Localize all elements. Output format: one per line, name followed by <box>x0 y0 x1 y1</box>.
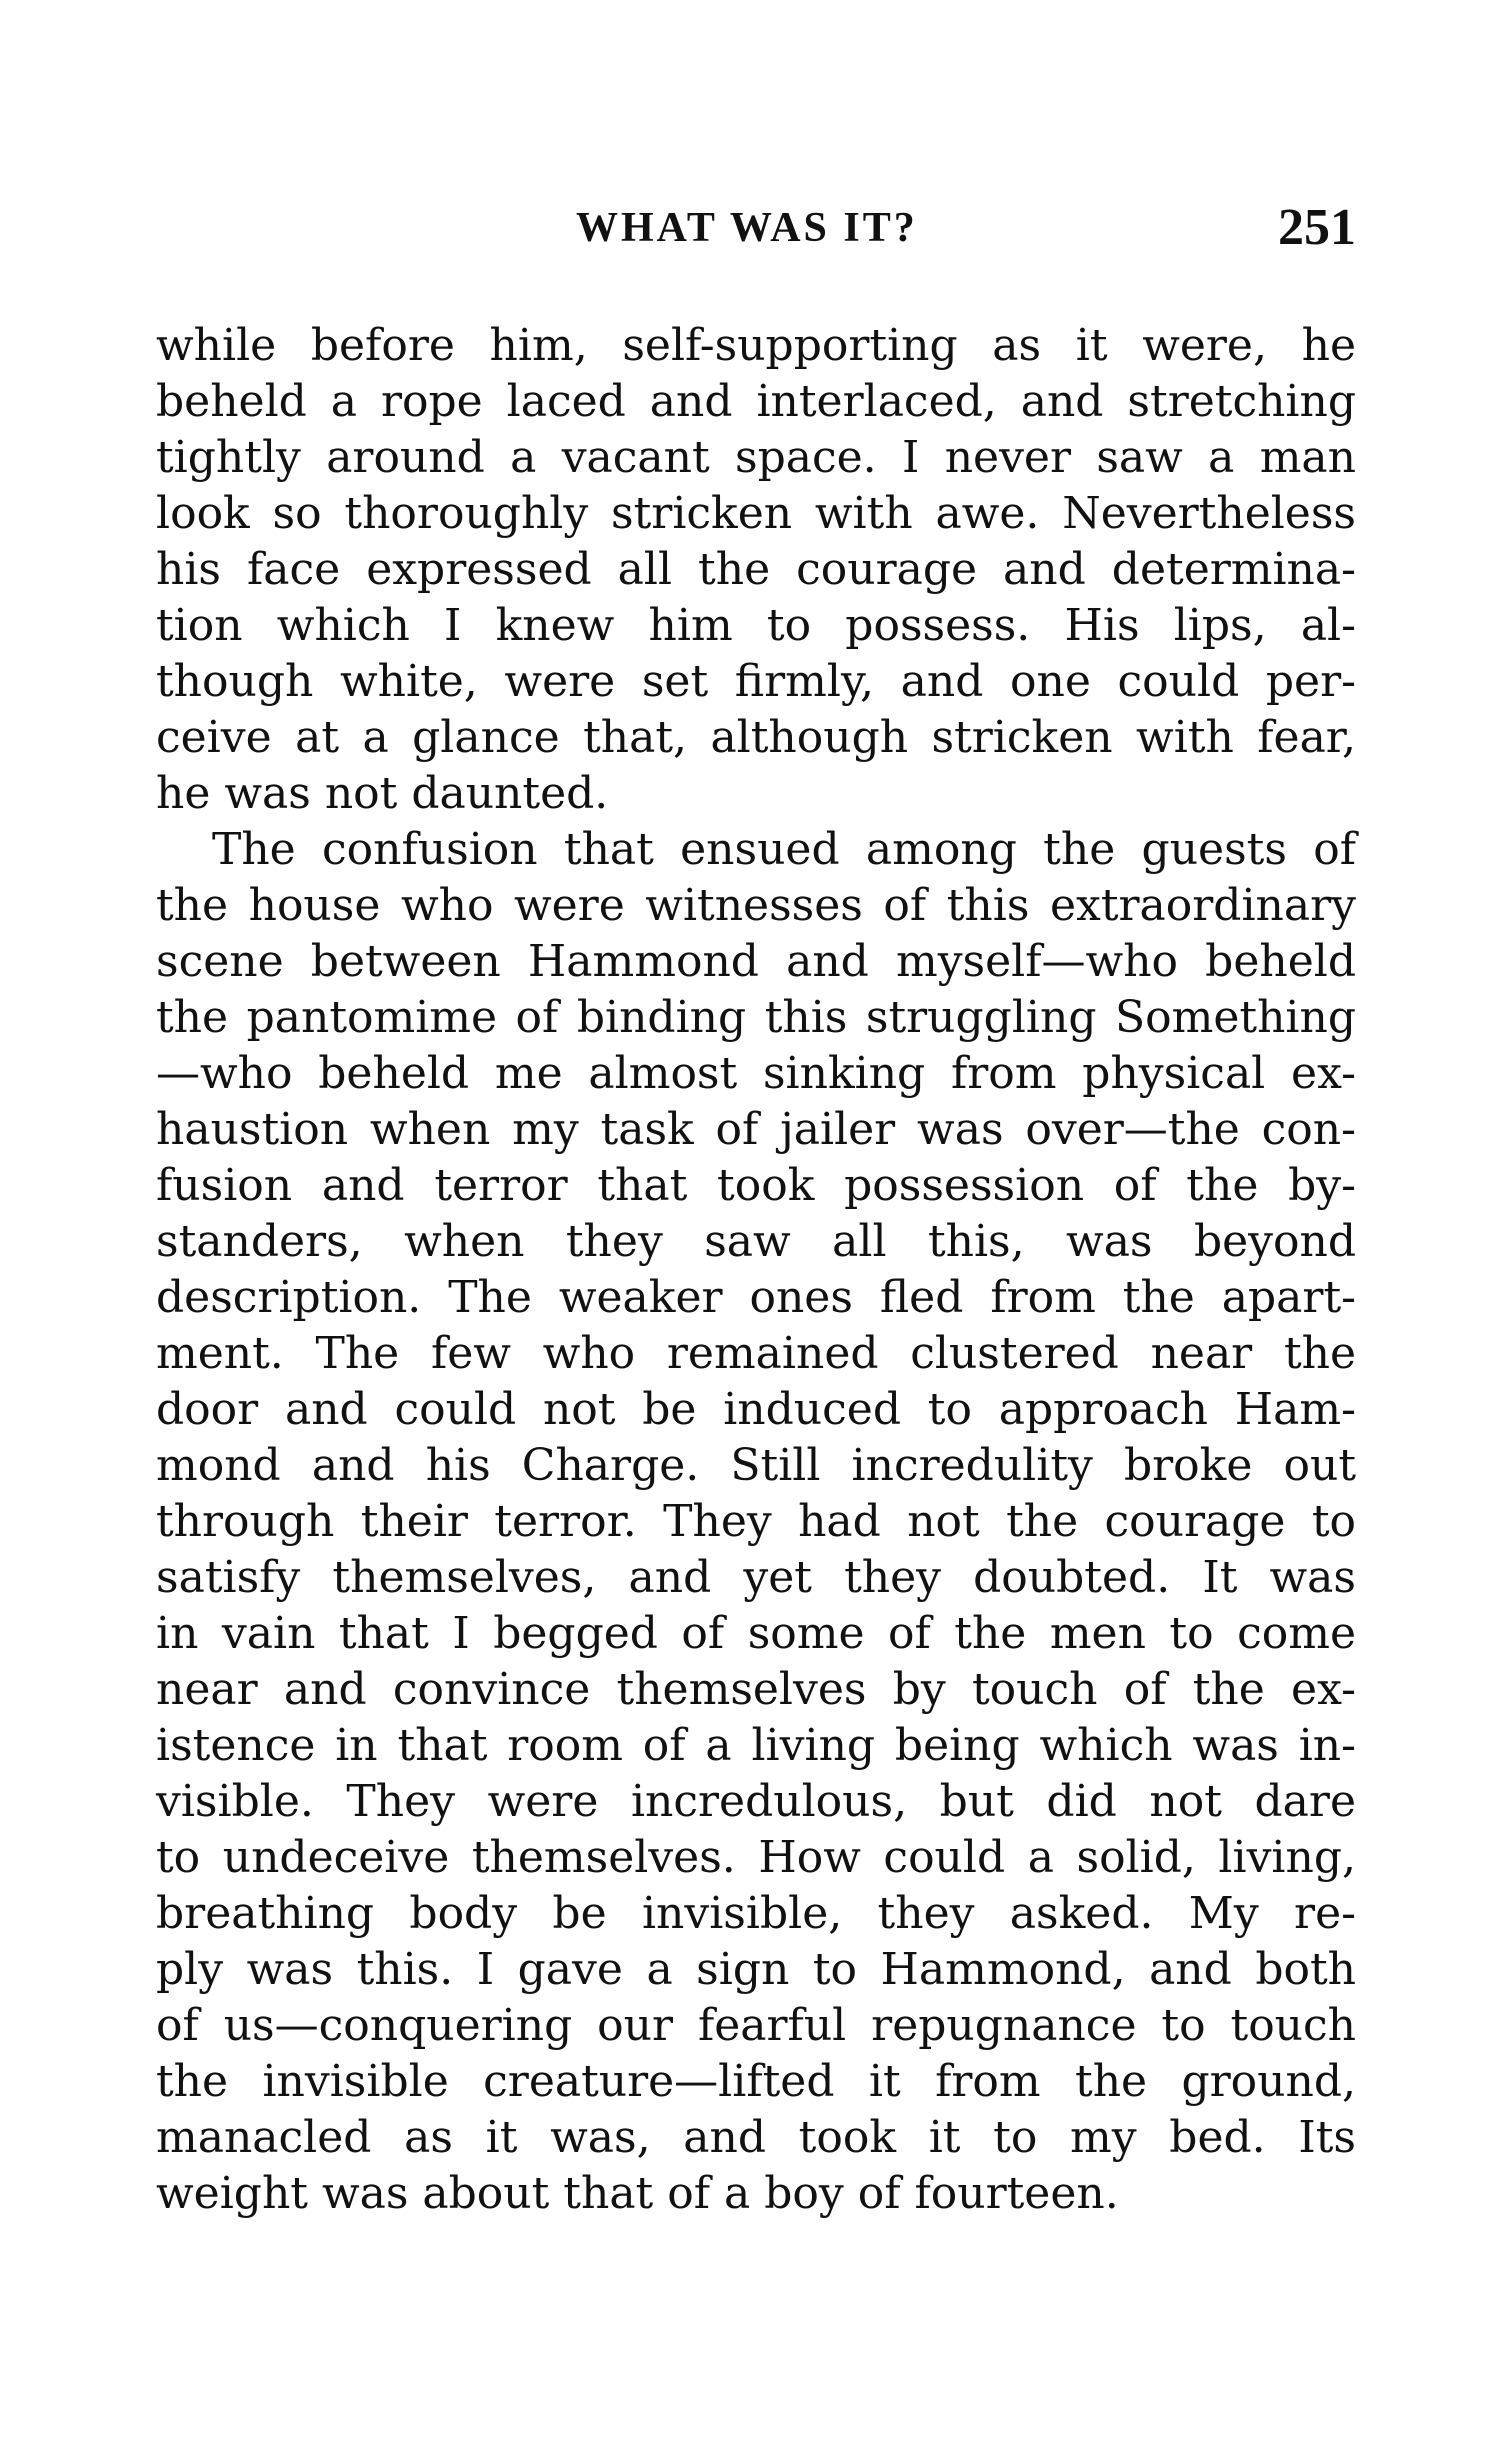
text-line: mond and his Charge. Still incredulity broke out <box>156 1440 1356 1491</box>
text-line: the invisible creature—lifted it from the ground, <box>156 2056 1356 2107</box>
text-line: tion which I knew him to possess. His lips, al- <box>156 600 1356 651</box>
text-line: to undeceive themselves. How could a solid, living, <box>156 1832 1356 1883</box>
text-line: ment. The few who remained clustered near the <box>156 1328 1356 1379</box>
text-line: fusion and terror that took possession of the by- <box>156 1160 1356 1211</box>
text-line: ply was this. I gave a sign to Hammond, and both <box>156 1944 1356 1995</box>
text-line: door and could not be induced to approach Ham- <box>156 1384 1356 1435</box>
text-line: haustion when my task of jailer was over—the con- <box>156 1104 1356 1155</box>
text-line: of us—conquering our fearful repugnance to touch <box>156 2000 1356 2051</box>
text-line: the house who were witnesses of this extraordinary <box>156 880 1356 931</box>
text-line: satisfy themselves, and yet they doubted. It was <box>156 1552 1356 1603</box>
text-line: description. The weaker ones fled from the apart- <box>156 1272 1356 1323</box>
running-title: WHAT WAS IT? <box>576 205 918 251</box>
text-line-paragraph-start: The confusion that ensued among the guests of <box>212 824 1356 875</box>
text-line: visible. They were incredulous, but did not dare <box>156 1776 1356 1827</box>
text-line: near and convince themselves by touch of the ex- <box>156 1664 1356 1715</box>
text-line: through their terror. They had not the courage to <box>156 1496 1356 1547</box>
text-line: though white, were set firmly, and one could per- <box>156 656 1356 707</box>
page-number: 251 <box>1278 199 1356 256</box>
body-text <box>156 318 1356 2222</box>
text-line-paragraph-end: he was not daunted. <box>156 768 609 819</box>
text-line: manacled as it was, and took it to my bed. Its <box>156 2112 1356 2163</box>
text-line: beheld a rope laced and interlaced, and stretching <box>156 376 1356 427</box>
text-line: his face expressed all the courage and determina- <box>156 544 1356 595</box>
text-line: scene between Hammond and myself—who beheld <box>156 936 1356 987</box>
text-line: the pantomime of binding this struggling Something <box>156 992 1356 1043</box>
text-line: ceive at a glance that, although stricken with fear, <box>156 712 1356 763</box>
text-line: while before him, self-supporting as it were, he <box>156 320 1356 371</box>
text-line: tightly around a vacant space. I never saw a man <box>156 432 1356 483</box>
text-line: —who beheld me almost sinking from physical ex- <box>156 1048 1356 1099</box>
running-head <box>156 199 1356 264</box>
text-line: look so thoroughly stricken with awe. Nevertheless <box>156 488 1356 539</box>
text-line: breathing body be invisible, they asked. My re- <box>156 1888 1356 1939</box>
text-line: istence in that room of a living being which was in- <box>156 1720 1356 1771</box>
text-line: standers, when they saw all this, was beyond <box>156 1216 1356 1267</box>
text-line: in vain that I begged of some of the men to come <box>156 1608 1356 1659</box>
text-line-paragraph-end: weight was about that of a boy of fourteen. <box>156 2168 1119 2219</box>
